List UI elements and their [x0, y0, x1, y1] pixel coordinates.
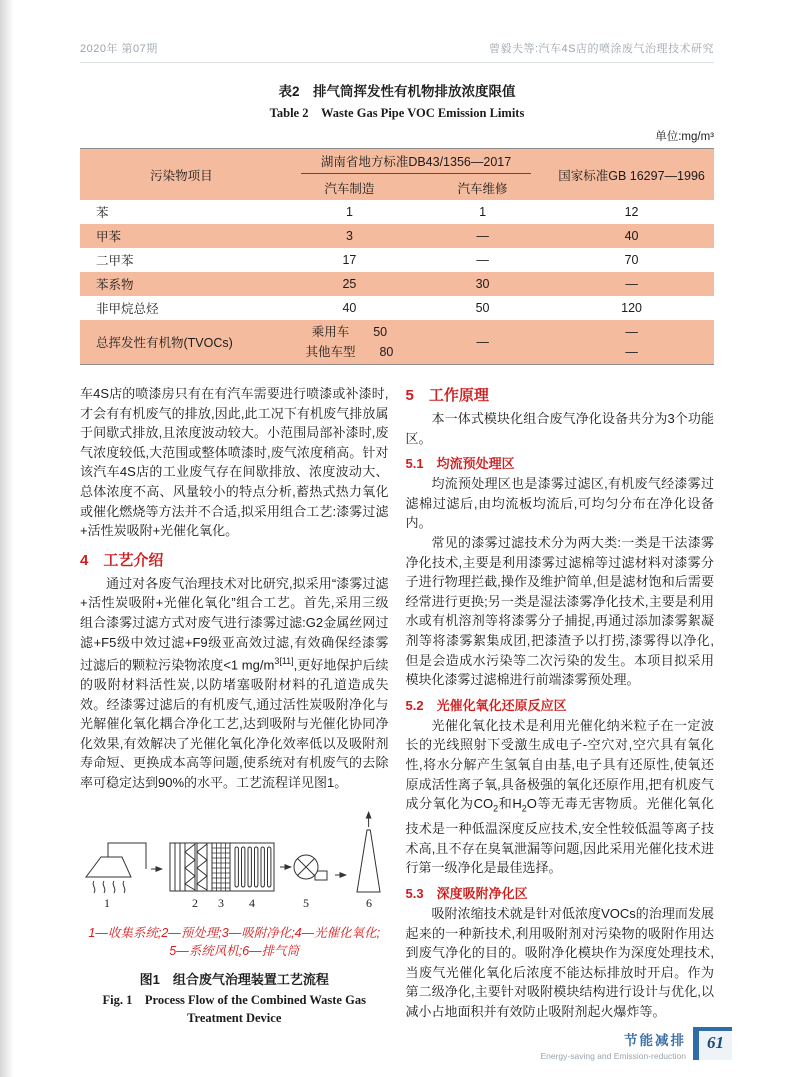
part-number: 6: [366, 895, 373, 910]
table-row: [80, 272, 714, 296]
table-row: [80, 200, 714, 224]
cell-repair: 30: [416, 272, 549, 296]
page-footer: [540, 1027, 732, 1061]
fan-icon: [294, 855, 327, 880]
table-title-en: Table 2 Waste Gas Pipe VOC Emission Limits: [269, 106, 525, 120]
figure-caption-en: Fig. 1 Process Flow of the Combined Waste Gas Treatment Device: [102, 992, 366, 1025]
tvoc-subrow: 其他车型 80: [305, 345, 394, 359]
section-5-heading: 5 工作原理: [405, 387, 489, 404]
chemical-subscript: 2: [521, 803, 527, 814]
section-5-2-heading: 5.2 光催化氧化还原反应区: [405, 697, 567, 713]
page-number-badge: 61: [693, 1027, 732, 1060]
journal-name-en: Energy-saving and Emission-reduction: [540, 1051, 686, 1061]
flow-diagram-svg: [83, 805, 385, 917]
table-row: [80, 248, 714, 272]
cell-national: 40: [549, 224, 714, 248]
header-article-title: 曾毅夫等:汽车4S店的喷涂废气治理技术研究: [488, 43, 714, 55]
body-columns: [80, 384, 714, 1027]
cell-manufacture: 40: [342, 301, 357, 315]
pollutant-name: 非甲烷总烃: [96, 302, 159, 316]
paragraph: 通过对各废气治理技术对比研究,拟采用“漆雾过滤+活性炭吸附+光催化氧化”组合工艺。首先,采用三级组合漆雾过滤方式对废气进行漆雾过滤:G2金属丝网过滤+F5级中效过滤+F9级亚高效过滤,有效确保经漆雾过滤后的颗粒污染物浓度<1 $mg/m^{3[11]}$,更好地保护后续的吸附材料活性炭,以防堵塞吸附材料的孔道造成失效。经漆雾过滤后的有机废气,通过活性炭吸附净化与光解催化氧化耦合净化工艺,达到吸附与光催化协同净化效果,有效解决了光催化氧化净化效率低以及吸附剂寿命短、更换成本高等问题,使系统对有机废气的去除率可稳定达到90%的水平。工艺流程详见图1。: [80, 575, 389, 791]
cell-repair: 50: [475, 301, 490, 315]
figure-legend-line: 5—系统风机;6—排气筒: [169, 943, 300, 958]
table-unit-label: 单位:mg/m³: [655, 131, 714, 143]
part-number: 4: [249, 895, 256, 910]
cell-repair: 1: [479, 205, 487, 219]
paragraph: 常见的漆雾过滤技术分为两大类:一类是干法漆雾净化技术,主要是利用漆雾过滤棉等过滤材料对漆雾分子进行物理拦截,操作及维护简单,但是滤材饱和后需要经常进行更换;另一类是湿法漆雾净化技术,主要是利用水或有机溶剂等将漆雾分子捕捉,再通过添加漆雾絮凝剂等将漆雾絮集成团,把漆渣予以打捞,漆雾得以净化,但是会造成水污染等二次污染的发生。本项目拟采用模块化漆雾过滤棉进行前端漆雾预处理。: [405, 534, 714, 688]
treatment-box-icon: [170, 843, 274, 891]
figure-legend-line: 1—收集系统;2—预处理;3—吸附净化;4—光催化氧化;: [88, 925, 381, 940]
process-flow-figure: [80, 805, 389, 1027]
cell-manufacture-split: [283, 320, 416, 365]
paragraph: 本一体式模块化组合废气净化设备共分为3个功能区。: [405, 411, 714, 446]
section-5-1-heading: 5.1 均流预处理区: [405, 456, 515, 472]
figure-part-numbers: [104, 896, 372, 910]
cell-manufacture: 3: [283, 224, 416, 248]
header-issue: 2020年 第07期: [80, 43, 158, 55]
cell-national: 12: [624, 205, 639, 219]
section-4-heading: 4 工艺介绍: [80, 551, 164, 569]
paragraph: 车4S店的喷漆房只有在有汽车需要进行喷漆或补漆时,才会有有机废气的排放,因此,此工况下有机废气排放属于间歇式排放,且浓度波动较大。小范围局部补漆时,废气浓度较低,大范围或整体喷漆时,废气浓度稍高。针对该汽车4S店的工业废气存在间歇排放、浓度波动大、总体浓度不高、风量较小的特点分析,蓄热式热力氧化或催化燃烧等方法并不合适,拟采用组合工艺:漆雾过滤+活性炭吸附+光催化氧化。: [80, 386, 389, 539]
cell-national-split: — —: [549, 320, 714, 365]
paragraph: 光催化氧化技术是利用光催化纳米粒子在一定波长的光线照射下受激生成电子-空穴对,空穴具有氧化性,将水分解产生氢氧自由基,电子具有还原性,使氧还原成活性离子氧,具备极强的氧化还原作用,把有机废气成分氧化为$CO_2$和$H_2O$等无毒无害物质。光催化氧化技术是一种低温深度反应技术,安全性较低温等离子技术高,且不存在臭氧泄漏等问题,因此采用光催化技术进行第一级净化是最佳选择。: [405, 717, 714, 876]
cell-repair: —: [476, 253, 489, 267]
part-number: 1: [104, 895, 111, 910]
cell-national: 120: [621, 301, 642, 315]
exhaust-stack-icon: [357, 812, 380, 892]
cell-national: —: [549, 272, 714, 296]
figure-legend: [80, 924, 389, 960]
col-header-repair: 汽车维修: [416, 176, 549, 200]
part-number: 3: [218, 895, 225, 910]
pollutant-name: 甲苯: [80, 224, 283, 248]
left-column: [80, 384, 389, 1027]
paragraph: 吸附浓缩技术就是针对低浓度VOCs的治理而发展起来的一种新技术,利用吸附剂对污染物的吸附作用达到废气净化的目的。吸附净化模块作为深度处理技术,当废气光催化氧化后浓度不能达标排放时开启。作为第二级净化,主要针对吸附模块结构进行设计与优化,以减小占地面积并有效防止吸附剂起火爆炸等。: [405, 906, 714, 1020]
emission-limits-table: [80, 148, 714, 365]
col-header-hunan-standard: 湖南省地方标准DB43/1356—2017: [283, 149, 549, 177]
figure-caption-zh: 图1 组合废气治理装置工艺流程: [139, 971, 329, 987]
section-5-3-heading: 5.3 深度吸附净化区: [405, 886, 528, 902]
part-number: 5: [303, 895, 310, 910]
table-row-tvoc: [80, 320, 714, 365]
pollutant-name: 二甲苯: [96, 254, 134, 268]
cell-manufacture: 1: [345, 205, 353, 219]
cell-repair: —: [416, 320, 549, 365]
cell-manufacture: 17: [342, 253, 357, 267]
tvoc-subrow: 乘用车 50: [311, 325, 388, 339]
journal-name-block: [540, 1027, 686, 1061]
table-row: [80, 296, 714, 320]
col-header-pollutant: 污染物项目: [80, 149, 283, 201]
cell-repair: —: [416, 224, 549, 248]
pollutant-name: 苯: [96, 206, 109, 220]
page-content: [80, 40, 714, 1027]
collection-hood-icon: [86, 843, 146, 893]
right-column: [406, 384, 715, 1027]
scan-edge-shadow: [0, 0, 14, 1077]
journal-name-zh: 节能减排: [624, 1033, 686, 1048]
table-row: [80, 224, 714, 248]
part-number: 2: [192, 895, 199, 910]
running-header: [80, 40, 714, 63]
table-header-row: [80, 149, 714, 177]
chemical-subscript: 2: [493, 803, 499, 814]
paragraph: 均流预处理区也是漆雾过滤区,有机废气经漆雾过滤棉过滤后,由均流板均流后,可均匀分布在净化设备内。: [405, 476, 714, 531]
pollutant-name: 苯系物: [80, 272, 283, 296]
col-header-manufacture: 汽车制造: [283, 176, 416, 200]
pollutant-name: 总挥发性有机物(TVOCs): [80, 320, 283, 365]
table-title-zh: 表2 排气筒挥发性有机物排放浓度限值: [278, 84, 516, 99]
col-header-national-standard: 国家标准GB 16297—1996: [549, 149, 714, 201]
cell-manufacture: 25: [283, 272, 416, 296]
cell-national: 70: [624, 253, 639, 267]
citation-superscript: 3[11]: [274, 656, 294, 667]
